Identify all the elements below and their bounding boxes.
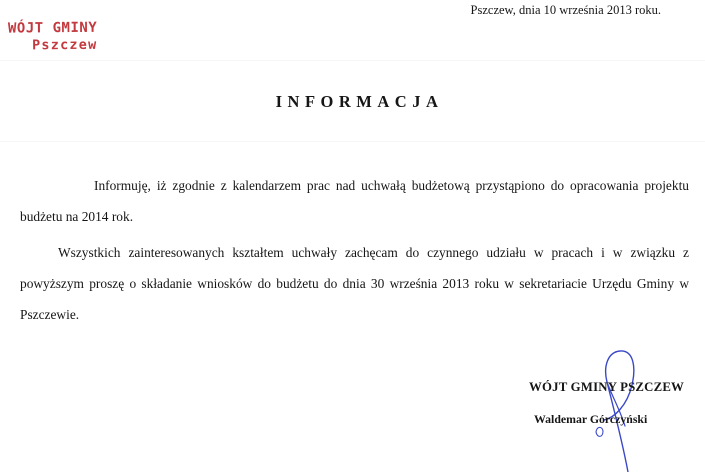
scan-artifact bbox=[0, 141, 705, 142]
signature-stroke bbox=[596, 427, 603, 436]
office-stamp bbox=[8, 19, 138, 54]
place-and-date: Pszczew, dnia 10 września 2013 roku. bbox=[470, 3, 661, 17]
stamp-line-office: WÓJT GMINY bbox=[7, 19, 98, 37]
paragraph-budget-info: Informuję, iż zgodnie z kalendarzem prac nad uchwałą budżetową przystąpiono do opracowania projektu budżetu na 2014 rok. bbox=[20, 178, 689, 224]
handwritten-signature bbox=[570, 330, 680, 472]
scan-artifact bbox=[0, 60, 705, 61]
paragraph-invitation: Wszystkich zainteresowanych kształtem uchwały zachęcam do czynnego udziału w pracach i w związku z powyższym proszę o składanie wniosków do budżetu do dnia 30 września 2013 roku w sekretariacie Urzędu Gminy w Pszczewie. bbox=[20, 245, 689, 322]
stamp-line-town: Pszczew bbox=[32, 36, 98, 54]
signatory-name: Waldemar Górczyński bbox=[534, 412, 648, 426]
signatory-office: WÓJT GMINY PSZCZEW bbox=[529, 380, 685, 394]
document-title: INFORMACJA bbox=[275, 92, 444, 111]
